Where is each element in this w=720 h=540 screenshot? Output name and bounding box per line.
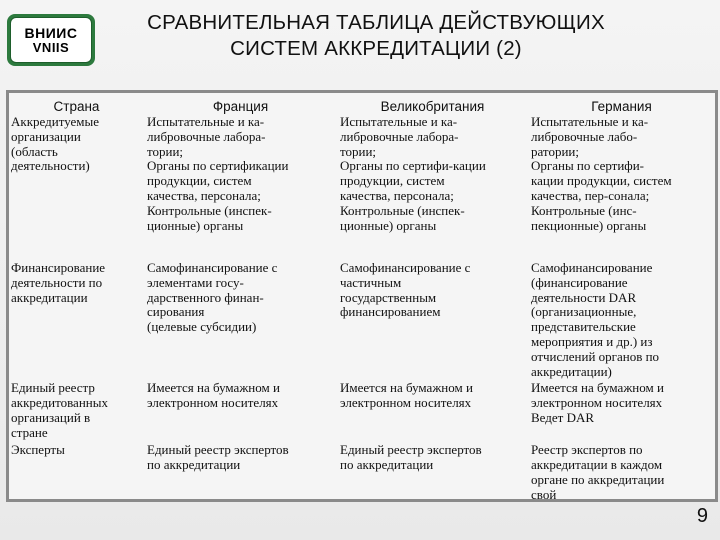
header-france: Франция [212, 98, 269, 114]
row-label-accredited-orgs: Аккредитуемые организации (область деятельности) [11, 114, 100, 174]
comparison-table [6, 90, 718, 502]
logo-text-ru: ВНИИС [24, 24, 78, 41]
header-country: Страна [53, 98, 100, 114]
row-label-experts: Эксперты [11, 442, 65, 458]
cell-uk: Единый реестр экспертов по аккредитации [340, 442, 482, 473]
cell-germany: Имеется на бумажном и электронном носителях Ведет DAR [531, 380, 664, 425]
cell-france: Самофинансирование с элементами госу- дарственного финан- сирования (целевые субсидии) [147, 260, 278, 335]
cell-uk: Самофинансирование с частичным государственным финансированием [340, 260, 471, 320]
logo-text-en: VNIIS [32, 39, 70, 55]
page-title: СРАВНИТЕЛЬНАЯ ТАБЛИЦА ДЕЙСТВУЮЩИХ СИСТЕМ АККРЕДИТАЦИИ (2) [147, 11, 605, 60]
table-header-row [9, 93, 715, 115]
cell-france: Имеется на бумажном и электронном носителях [147, 380, 280, 411]
cell-germany: Самофинансирование (финансирование деятельности DAR (организационные, представительские мероприятия и др.) из отчислений органов по аккредитации) [531, 260, 660, 379]
vniis-logo [7, 14, 95, 66]
table-row [9, 258, 715, 379]
row-label-registry: Единый реестр аккредитованных организаций в стране [11, 380, 108, 440]
page-number: 9 [696, 505, 708, 527]
header-uk: Великобритания [380, 98, 485, 114]
cell-uk: Имеется на бумажном и электронном носителях [340, 380, 473, 411]
cell-france: Единый реестр экспертов по аккредитации [147, 442, 289, 473]
cell-france: Испытательные и ка- либровочные лабора- тории; Органы по сертификации продукции, систем качества, персонала; Контрольные (инспек- ционные) органы [147, 114, 289, 233]
table-row [9, 443, 715, 503]
cell-uk: Испытательные и ка- либровочные лабора- тории; Органы по сертифи-кации продукции, систем качества, персонала; Контрольные (инспек- ционные) органы [340, 114, 486, 233]
cell-germany: Испытательные и ка- либровочные лабо- ратории; Органы по сертифи- кации продукции, систем качества, пер-сонала; Контрольные (инс- пекционные) органы [531, 114, 672, 233]
cell-germany: Реестр экспертов по аккредитации в каждом органе по аккредитации свой [531, 442, 665, 502]
logo-badge [10, 17, 92, 63]
accreditation-table [9, 93, 715, 503]
header-germany: Германия [591, 98, 652, 114]
table-row [9, 115, 715, 258]
row-label-financing: Финансирование деятельности по аккредитации [11, 260, 106, 305]
table-row [9, 379, 715, 443]
